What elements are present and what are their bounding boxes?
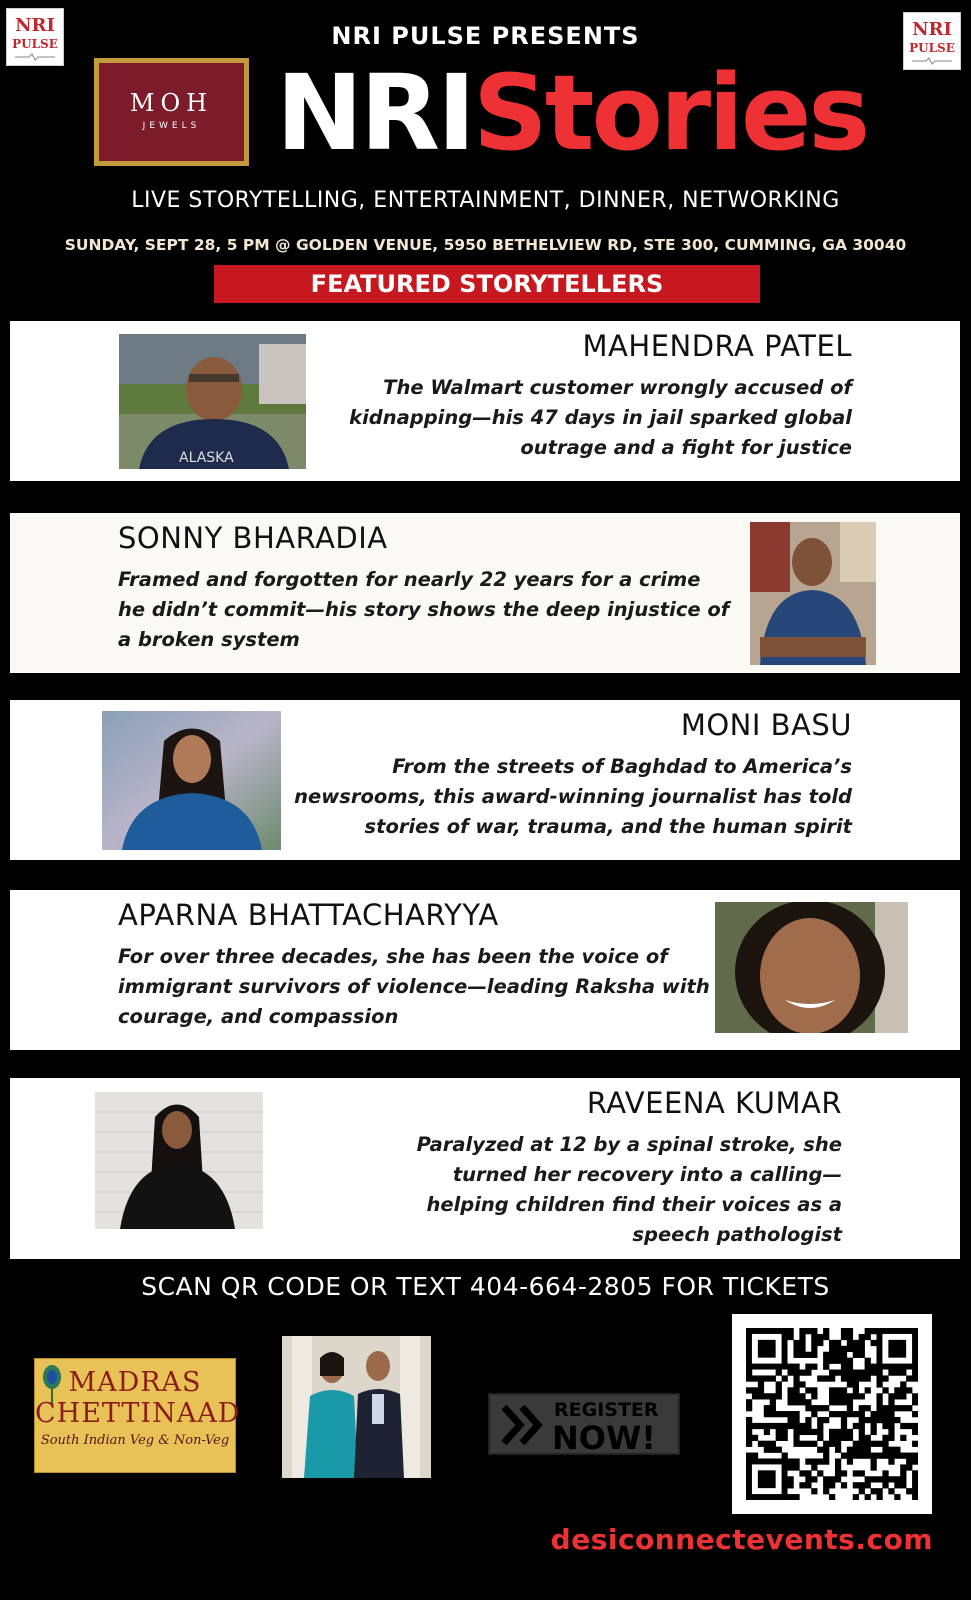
storyteller-name: SONNY BHARADIA (118, 521, 388, 555)
storyteller-name: RAVEENA KUMAR (586, 1086, 842, 1120)
storyteller-name: MAHENDRA PATEL (582, 329, 852, 363)
storyteller-name: APARNA BHATTACHARYYA (118, 898, 499, 932)
storyteller-photo (750, 522, 876, 665)
tagline: LIVE STORYTELLING, ENTERTAINMENT, DINNER, NETWORKING (131, 188, 840, 213)
ticket-qr-code[interactable] (732, 1314, 932, 1514)
event-title (276, 48, 867, 178)
storyteller-photo (95, 1092, 263, 1229)
pulse-wave-icon (912, 57, 952, 65)
storyteller-name: MONI BASU (680, 708, 852, 742)
storyteller-card (10, 513, 960, 673)
presents-heading: NRI PULSE PRESENTS (331, 22, 640, 50)
storyteller-card (10, 890, 960, 1050)
nri-pulse-logo-right: NRI PULSE (903, 12, 961, 70)
date-venue: SUNDAY, SEPT 28, 5 PM @ GOLDEN VENUE, 5950 BETHELVIEW RD, STE 300, CUMMING, GA 30040 (64, 236, 907, 254)
svg-text:ALASKA: ALASKA (179, 450, 234, 466)
peacock-feather-icon (39, 1363, 65, 1403)
storyteller-card (10, 700, 960, 860)
event-title-stories: Stories (472, 52, 868, 174)
moh-jewels-logo: MOH JEWELS (94, 58, 249, 166)
storyteller-photo (102, 711, 281, 850)
ticket-instructions: SCAN QR CODE OR TEXT 404-664-2805 FOR TICKETS (141, 1272, 830, 1301)
nri-pulse-logo-left: NRI PULSE (6, 8, 64, 66)
storyteller-card (10, 1078, 960, 1259)
storyteller-photo (715, 902, 908, 1033)
double-chevron-right-icon (500, 1405, 546, 1445)
storyteller-description: Paralyzed at 12 by a spinal stroke, she turned her recovery into a calling— helping children find their voices as a speech pathologist (416, 1133, 842, 1246)
storyteller-description: The Walmart customer wrongly accused of kidnapping—his 47 days in jail sparked global outrage and a fight for justice (349, 376, 852, 459)
storyteller-card (10, 321, 960, 481)
storyteller-description: Framed and forgotten for nearly 22 years for a crime he didn’t commit—his story shows the deep injustice of a broken system (118, 568, 730, 651)
register-now-button[interactable]: REGISTER NOW! (488, 1393, 680, 1455)
website-link[interactable]: desiconnectevents.com (550, 1523, 933, 1556)
featured-banner: FEATURED STORYTELLERS (214, 265, 760, 303)
hosts-photo (282, 1336, 431, 1478)
storyteller-description: From the streets of Baghdad to America’s newsrooms, this award-winning journalist has told stories of war, trauma, and the human spirit (294, 755, 852, 838)
storyteller-photo (119, 334, 306, 469)
storyteller-description: For over three decades, she has been the voice of immigrant survivors of violence—leading Raksha with courage, and compassion (118, 945, 710, 1028)
event-title-nri: NRI (276, 52, 473, 174)
madras-chettinaad-logo: MADRAS CHETTINAAD South Indian Veg & Non-Veg (34, 1358, 236, 1473)
pulse-wave-icon (15, 53, 55, 61)
qr-code-icon (746, 1328, 918, 1500)
